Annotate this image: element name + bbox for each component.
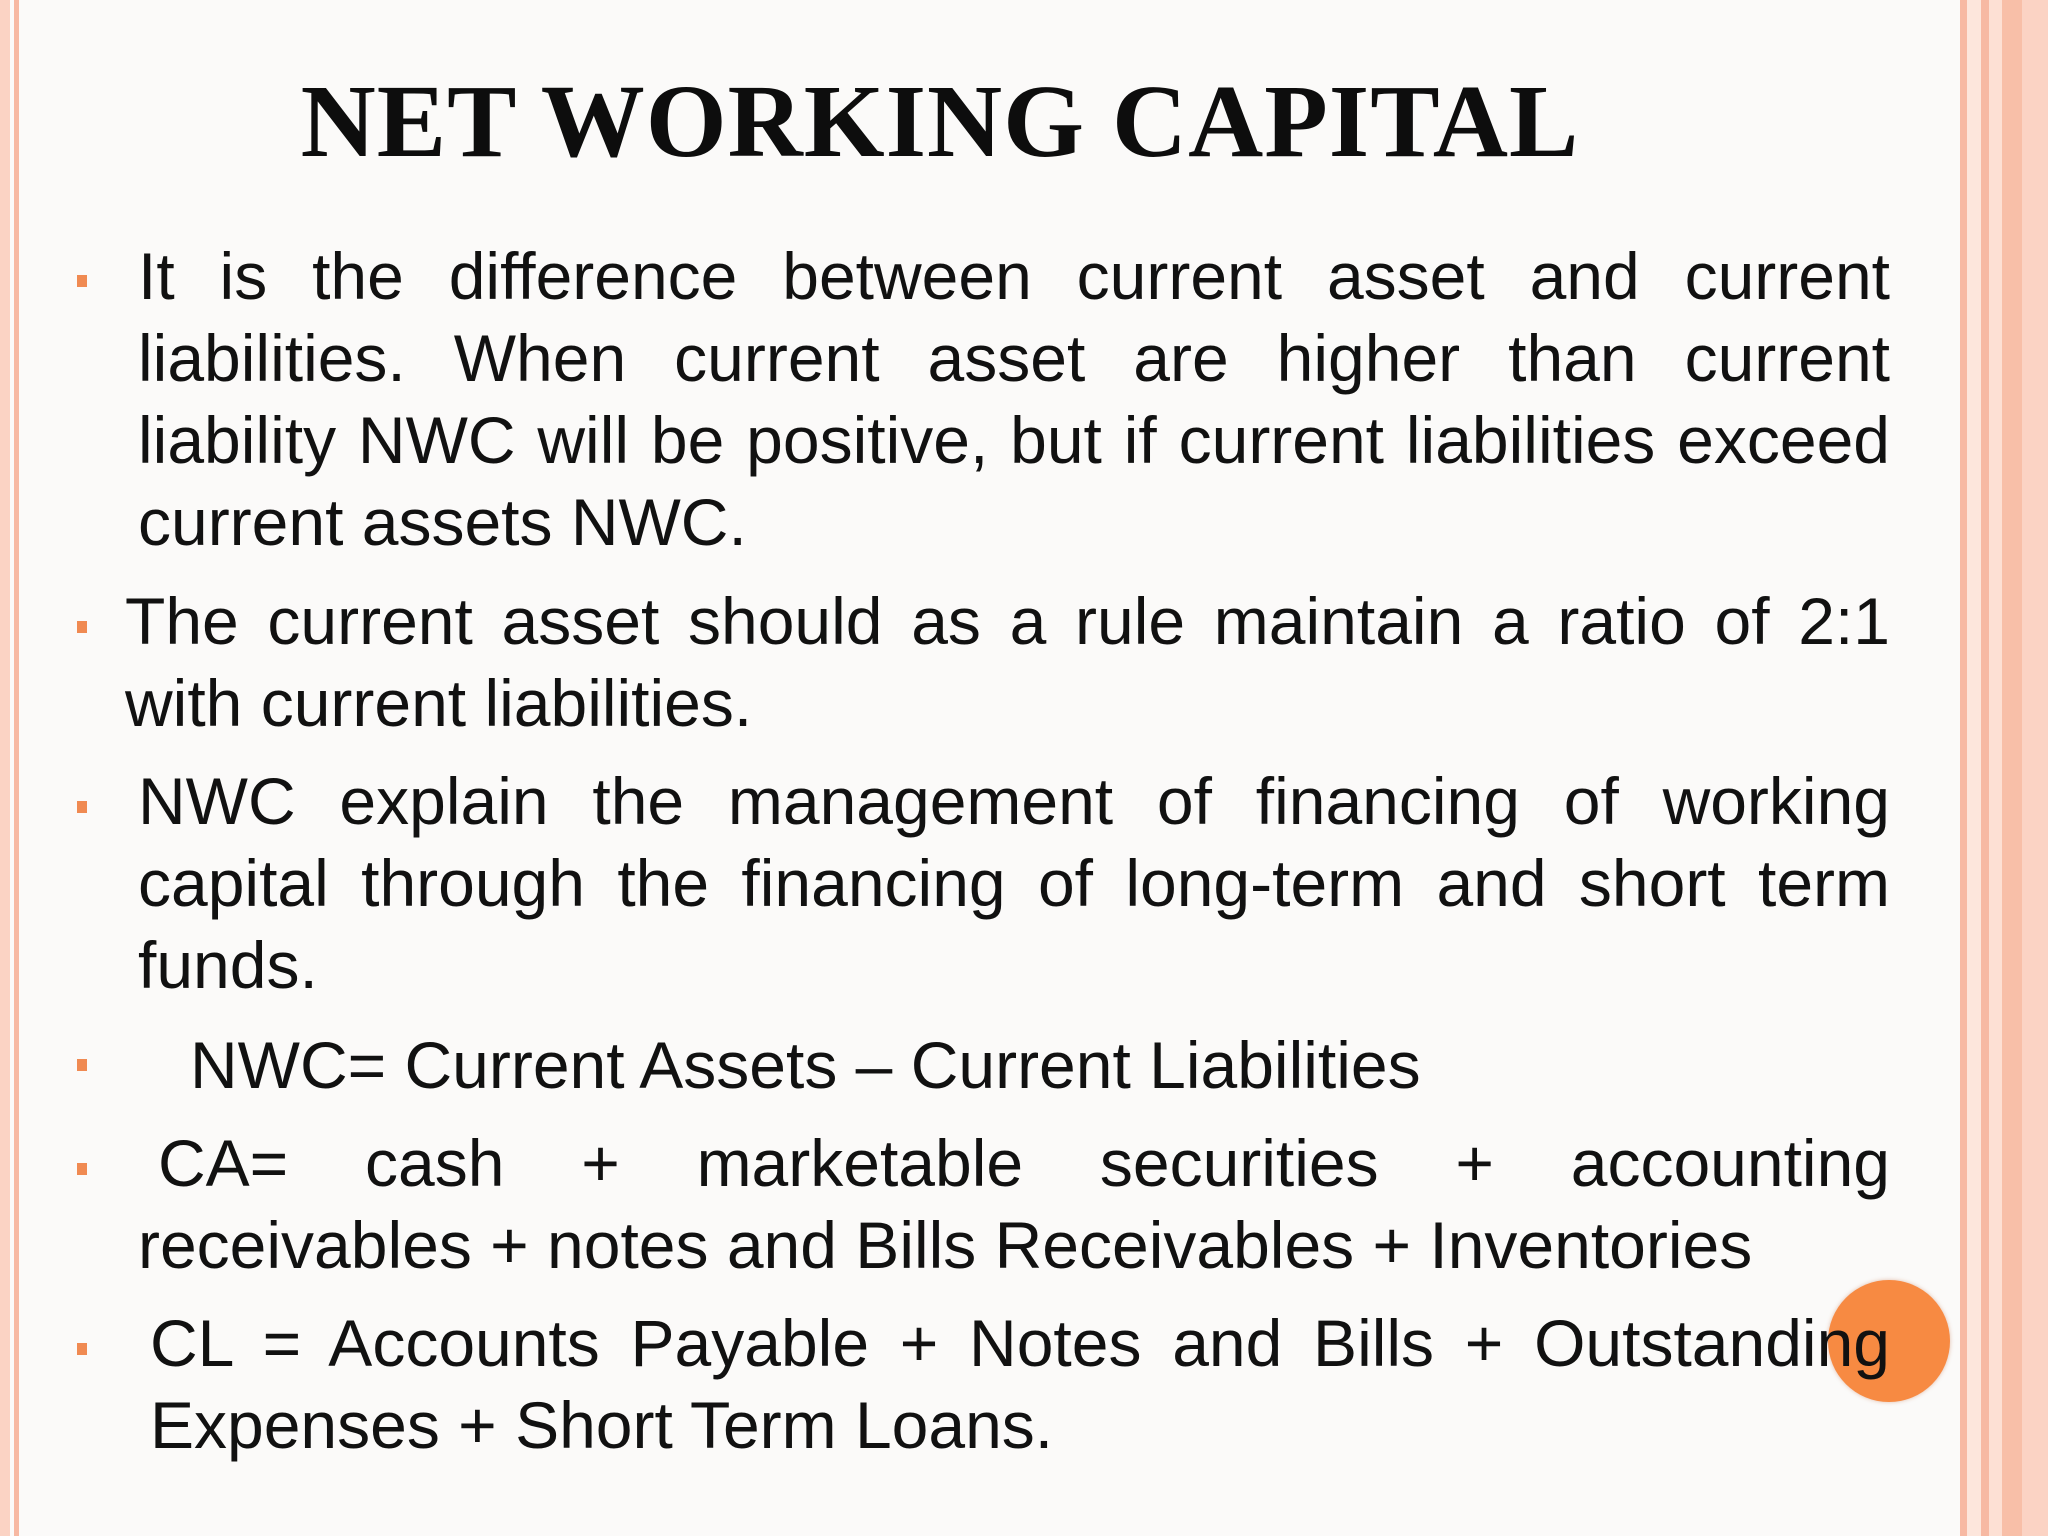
right-border-stripe <box>2002 0 2022 1536</box>
square-bullet-icon <box>77 801 87 813</box>
slide-title: NET WORKING CAPITAL <box>300 64 1580 179</box>
bullet-nwc-formula: NWC= Current Assets – Current Liabilities <box>190 1028 1421 1102</box>
left-border-stripe-inner <box>14 0 19 1536</box>
bullet-management: NWC explain the management of financing of working capital through the financing of long-term and short term funds. <box>138 764 1890 1002</box>
right-border-stripe <box>1989 0 2002 1536</box>
square-bullet-icon <box>77 1163 87 1175</box>
bullet-ratio: The current asset should as a rule maintain a ratio of 2:1 with current liabilities. <box>125 584 1890 740</box>
right-border-stripe <box>1967 0 1981 1536</box>
square-bullet-icon <box>77 275 87 287</box>
square-bullet-icon <box>77 1343 87 1355</box>
right-border-stripe <box>1960 0 1967 1536</box>
left-border-stripe <box>0 0 10 1536</box>
right-border-stripe <box>1981 0 1989 1536</box>
bullet-ca-formula: CA= cash + marketable securities + accounting receivables + notes and Bills Receivables + Inventories <box>138 1126 1890 1282</box>
right-border-stripe <box>2022 0 2048 1536</box>
bullet-cl-formula: CL = Accounts Payable + Notes and Bills + Outstanding Expenses + Short Term Loans. <box>150 1306 1890 1462</box>
square-bullet-icon <box>77 1059 87 1071</box>
square-bullet-icon <box>77 621 87 633</box>
bullet-definition: It is the difference between current asset and current liabilities. When current asset are higher than current liability NWC will be positive, but if current liabilities exceed current assets NWC. <box>138 239 1890 559</box>
